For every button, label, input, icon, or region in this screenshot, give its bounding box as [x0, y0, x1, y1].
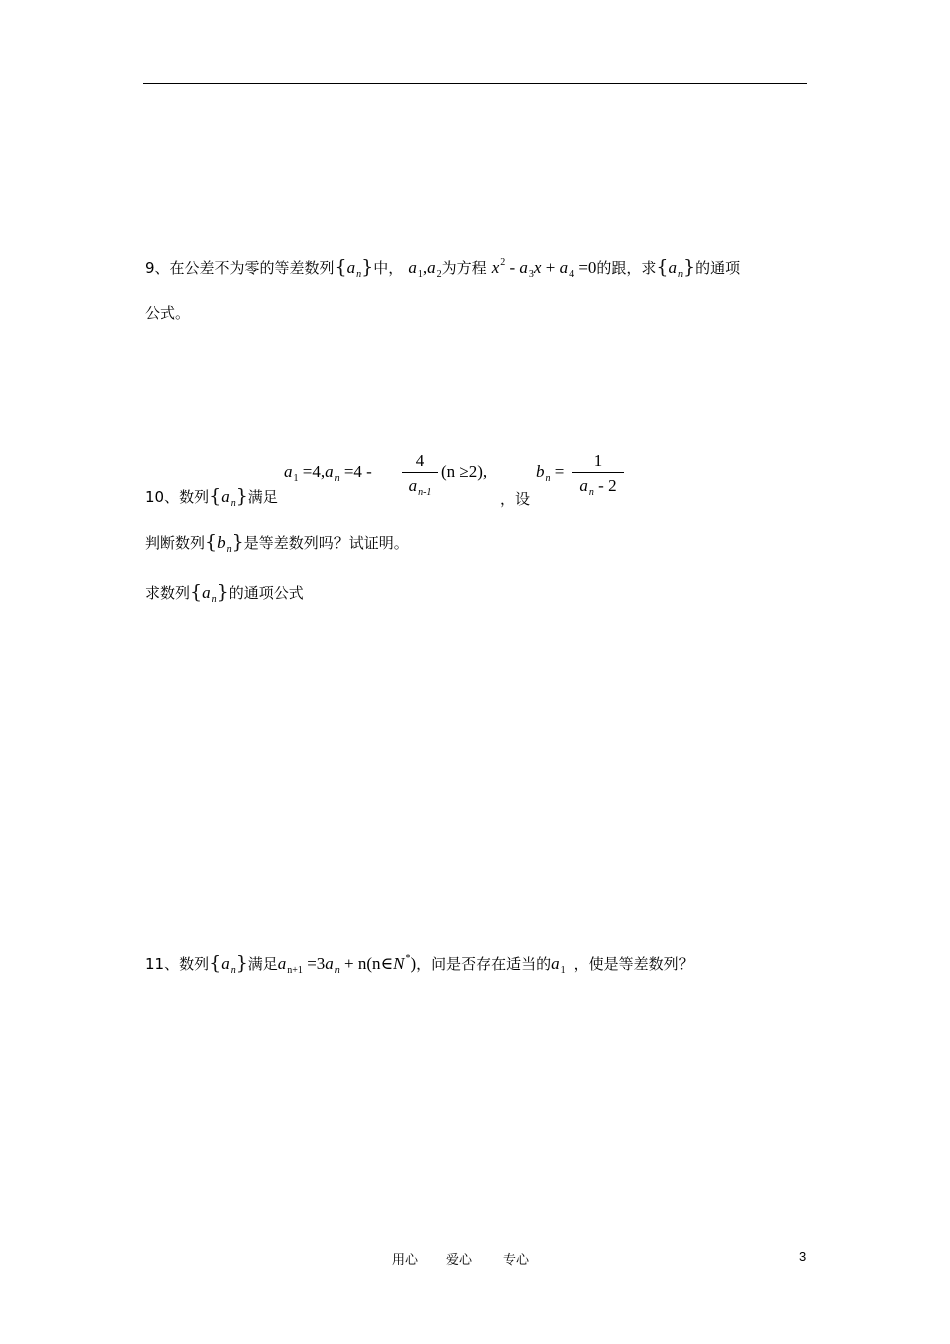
header-rule [143, 83, 807, 84]
q11-satisfy: 满足 [247, 955, 278, 973]
q11-sequence-an: $\{a_n\}$ [209, 952, 248, 976]
q10-part1-prefix: 判断数列 [145, 534, 206, 552]
q10-sequence-an: $\{a_n\}$ [209, 485, 248, 509]
page-number: 3 [799, 1249, 807, 1264]
q10-line1 [145, 485, 278, 507]
q10-part1-suffix: 是等差数列吗？试证明。 [243, 534, 409, 552]
q10-condition-tail: (n ≥2), [441, 462, 488, 481]
q10-part2 [145, 581, 304, 603]
q10-bn-def: $b_n$ = [536, 462, 565, 484]
q10-fraction-4-over-an-1: 4 $a_{n-1}$ [402, 451, 438, 496]
q10-fraction-1-over-an-2: 1 $a_n - 2$ [572, 451, 624, 496]
q9-sequence-an-2: $\{a_n\}$ [656, 256, 696, 280]
q10-label: 10、数列 [145, 488, 210, 506]
footer-motto-2: 爱心 [446, 1253, 473, 1268]
q9-text-mid1: 中， [373, 259, 404, 277]
q11-a1: $a_1$ [551, 954, 566, 976]
footer-motto-1: 用心 [392, 1253, 419, 1268]
q9-equation: $x^2 - a_3x + a_4 =0$ [491, 257, 597, 280]
q10-satisfy: 满足 [247, 488, 278, 506]
q10-part2-prefix: 求数列 [145, 584, 191, 602]
q11-text-tail: ，使是等差数列？ [573, 955, 694, 973]
q11-text-mid: ，问是否存在适当的 [416, 955, 552, 973]
question-9 [145, 256, 740, 278]
q10-part2-suffix: 的通项公式 [228, 584, 304, 602]
question-11 [145, 952, 694, 974]
q10-part1 [145, 531, 409, 553]
q9-label: 9、在公差不为零的等差数列 [145, 259, 335, 277]
q9-roots: $a_1,a_2$ [408, 258, 442, 280]
q9-sequence-an: $\{a_n\}$ [334, 256, 374, 280]
q9-line2: 公式。 [145, 304, 191, 322]
q9-text-tail: 的通项 [695, 259, 741, 277]
q10-sequence-an-2: $\{a_n\}$ [190, 581, 229, 605]
q9-text-mid2: 为方程 [441, 259, 487, 277]
footer-motto-3: 专心 [503, 1253, 530, 1268]
q10-sequence-bn: $\{b_n\}$ [205, 531, 244, 555]
q11-recurrence: $a_{n+1} =3a_n$ + n(n∈N*) [277, 953, 417, 976]
q10-set-text: ，设 [500, 490, 531, 508]
q11-label: 11、数列 [145, 955, 210, 973]
q9-text-mid3: 的跟，求 [596, 259, 657, 277]
q10-condition: $a_1 =4,a_n =4$ - [284, 462, 372, 484]
